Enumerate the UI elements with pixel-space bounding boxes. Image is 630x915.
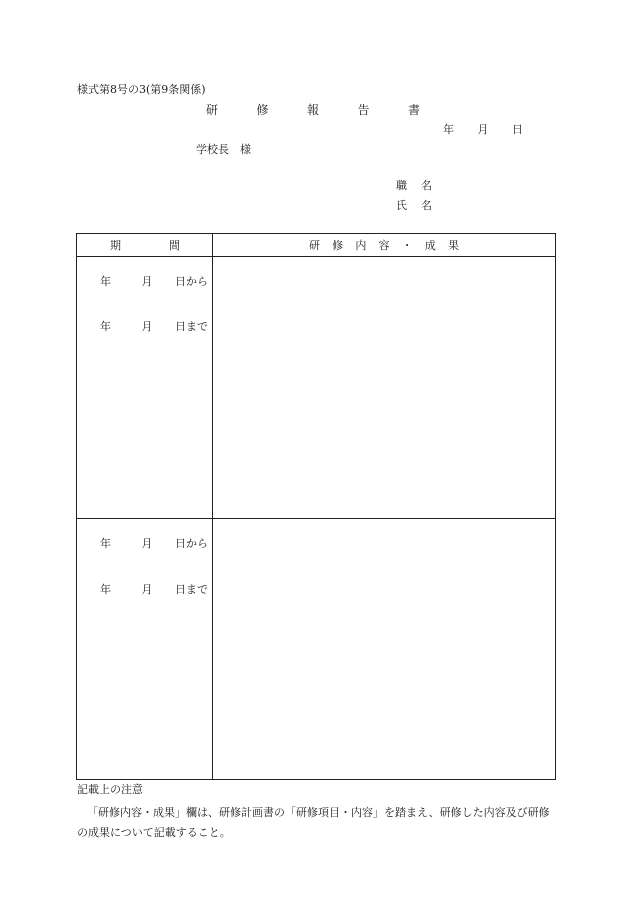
period-from bbox=[100, 538, 208, 549]
month-label: 月 bbox=[141, 275, 153, 288]
year-label: 年 bbox=[100, 320, 111, 333]
year-label: 年 bbox=[100, 583, 111, 596]
header-divider bbox=[77, 256, 555, 257]
title-char: 告 bbox=[357, 103, 370, 117]
label-char: 名 bbox=[421, 199, 432, 212]
header-content bbox=[309, 240, 459, 251]
label-char: 氏 bbox=[396, 199, 407, 212]
header-char: 修 bbox=[332, 239, 344, 252]
signature-name-label bbox=[396, 200, 432, 211]
date-month-label: 月 bbox=[477, 123, 489, 136]
header-char: 研 bbox=[309, 239, 320, 252]
column-divider bbox=[212, 234, 213, 779]
title-char: 修 bbox=[256, 103, 269, 117]
year-label: 年 bbox=[100, 275, 111, 288]
title-char: 報 bbox=[306, 103, 319, 117]
period-to bbox=[100, 321, 208, 332]
header-char: ・ bbox=[401, 239, 413, 252]
day-label: 日から bbox=[175, 537, 208, 550]
addressee bbox=[196, 144, 251, 155]
month-label: 月 bbox=[141, 583, 153, 596]
date-line bbox=[443, 124, 523, 135]
form-number: 様式第8号の3(第9条関係) bbox=[77, 83, 206, 96]
notes-heading: 記載上の注意 bbox=[77, 783, 143, 796]
header-char: 容 bbox=[378, 239, 390, 252]
header-char: 期 bbox=[110, 239, 121, 252]
notes-body: 「研修内容・成果」欄は、研修計画書の「研修項目・内容」を踏まえ、研修した内容及び研修の成果について記載すること。 bbox=[77, 806, 550, 839]
title-char: 研 bbox=[206, 103, 219, 117]
addressee-honorific: 様 bbox=[240, 143, 251, 156]
document-title bbox=[206, 104, 420, 116]
period-from bbox=[100, 276, 208, 287]
header-char: 成 bbox=[424, 239, 436, 252]
month-label: 月 bbox=[141, 537, 153, 550]
signature-title-label bbox=[396, 180, 432, 191]
title-char: 書 bbox=[407, 103, 420, 117]
period-to bbox=[100, 584, 208, 595]
header-char: 果 bbox=[447, 239, 459, 252]
month-label: 月 bbox=[141, 320, 153, 333]
date-year-label: 年 bbox=[443, 123, 454, 136]
header-period bbox=[110, 240, 180, 251]
row-divider bbox=[77, 518, 555, 519]
day-label: 日まで bbox=[175, 583, 208, 596]
year-label: 年 bbox=[100, 537, 111, 550]
label-char: 名 bbox=[421, 179, 432, 192]
header-char: 間 bbox=[169, 239, 180, 252]
report-table bbox=[76, 233, 556, 780]
label-char: 職 bbox=[396, 179, 407, 192]
header-char: 内 bbox=[355, 239, 367, 252]
day-label: 日から bbox=[175, 275, 208, 288]
day-label: 日まで bbox=[175, 320, 208, 333]
addressee-name: 学校長 bbox=[196, 143, 229, 156]
date-day-label: 日 bbox=[512, 123, 523, 136]
